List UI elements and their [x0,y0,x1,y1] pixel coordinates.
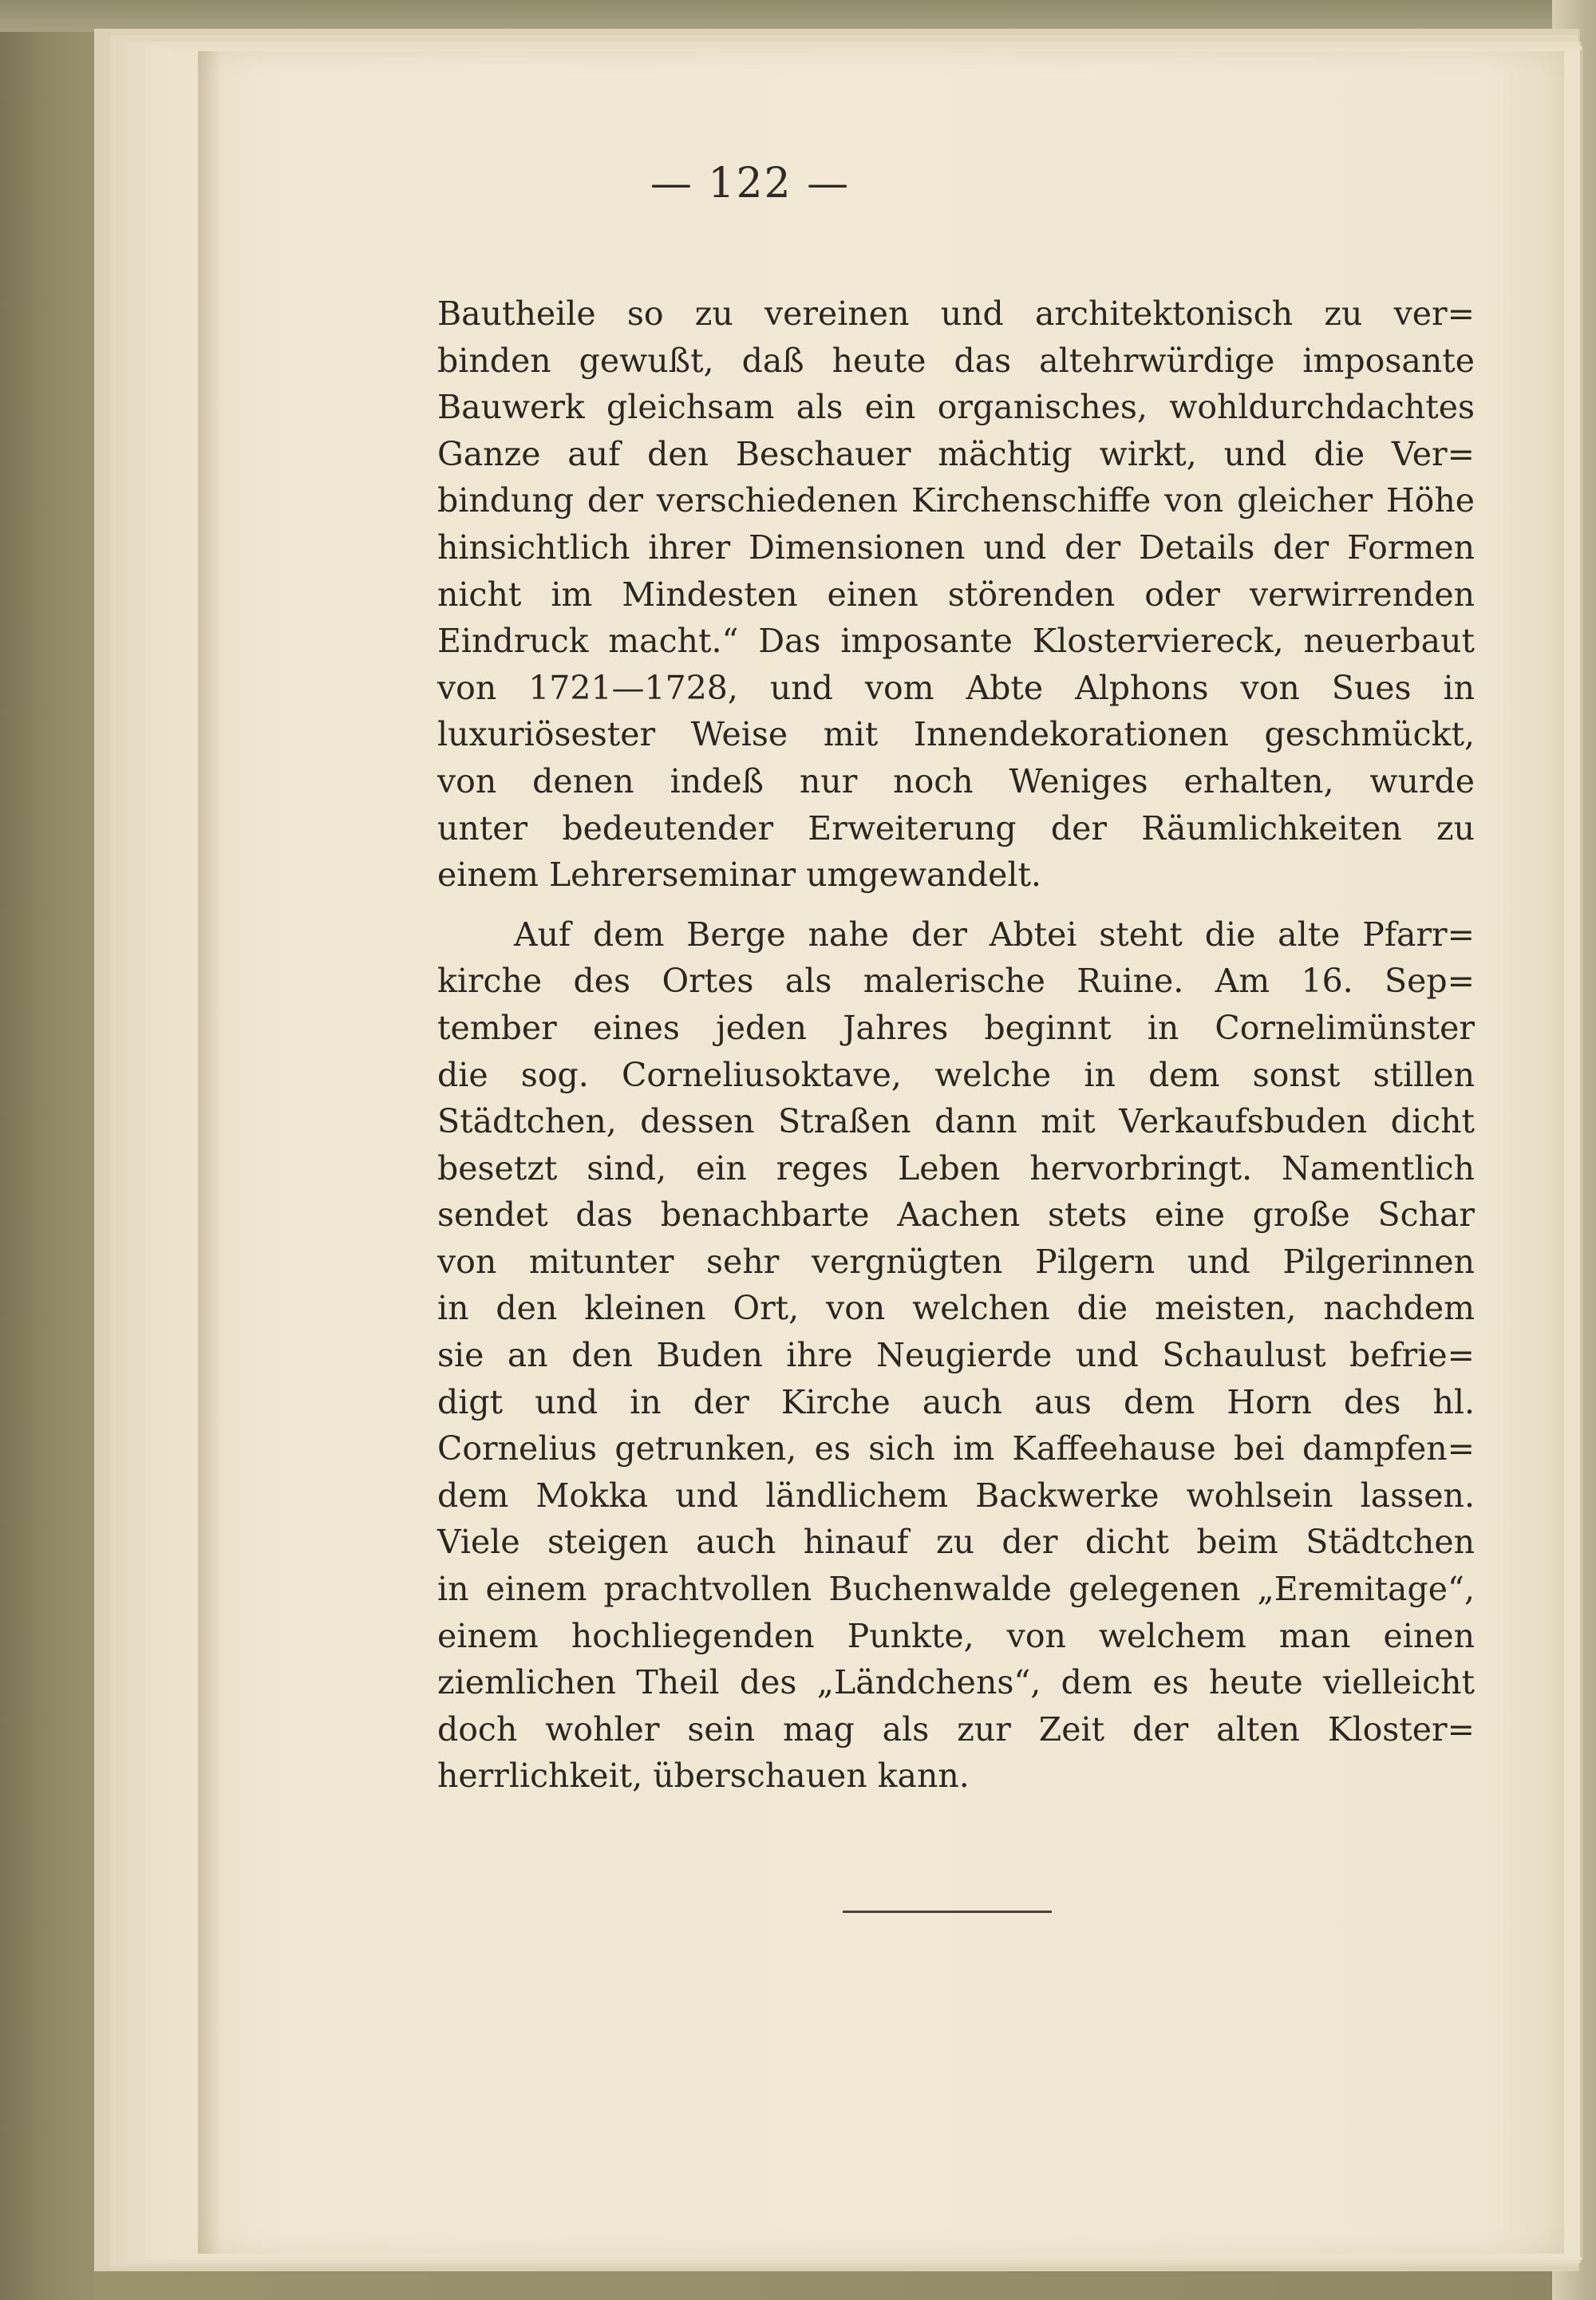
text-line: doch wohler sein mag als zur Zeit der alten Kloster= [437,1709,1475,1749]
spine-shadow [198,51,222,2254]
text-line: Cornelius getrunken, es sich im Kaffeehause bei dampfen= [437,1429,1475,1468]
text-line: in den kleinen Ort, von welchen die meisten, nachdem [437,1289,1475,1328]
paragraph-2 [437,911,1475,1800]
text-line: einem Lehrerseminar umgewandelt. [437,856,1041,895]
text-line: digt und in der Kirche auch aus dem Horn des hl. [437,1382,1475,1421]
text-line: bindung der verschiedenen Kirchenschiffe von gleicher Höhe [437,481,1475,520]
text-line: Städtchen, dessen Straßen dann mit Verkaufsbuden dicht [437,1102,1475,1141]
text-line: herrlichkeit, überschauen kann. [437,1757,970,1796]
text-line: kirche des Ortes als malerische Ruine. Am 16. Sep= [437,962,1475,1001]
body-text [437,290,1475,1800]
text-line: Auf dem Berge nahe der Abtei steht die alte Pfarr= [514,915,1475,954]
text-line: binden gewußt, daß heute das altehrwürdige imposante [437,341,1475,380]
text-line: unter bedeutender Erweiterung der Räumlichkeiten zu [437,808,1475,848]
text-line: nicht im Mindesten einen störenden oder verwirrenden [437,575,1475,614]
text-line: luxuriösester Weise mit Innendekorationen geschmückt, [437,715,1475,754]
text-line: von denen indeß nur noch Weniges erhalten, wurde [437,761,1475,800]
text-line: hinsichtlich ihrer Dimensionen und der Details der Formen [437,528,1475,567]
text-line: Bauwerk gleichsam als ein organisches, wohldurchdachtes [437,388,1475,427]
page-number: — 122 — [650,160,851,207]
text-line: tember eines jeden Jahres beginnt in Cornelimünster [437,1008,1475,1047]
end-rule [843,1911,1052,1913]
text-line: Bautheile so zu vereinen und architektonisch zu ver= [437,294,1475,333]
text-line: Viele steigen auch hinauf zu der dicht beim Städtchen [437,1523,1475,1562]
text-line: dem Mokka und ländlichem Backwerke wohlsein lassen. [437,1476,1475,1515]
text-line: ziemlichen Theil des „Ländchens“, dem es heute vielleicht [437,1663,1475,1702]
paragraph-1 [437,290,1475,899]
text-line: die sog. Corneliusoktave, welche in dem sonst stillen [437,1055,1475,1094]
text-line: sendet das benachbarte Aachen stets eine große Schar [437,1195,1475,1235]
text-line: Ganze auf den Beschauer mächtig wirkt, und die Ver= [437,434,1475,473]
text-line: von mitunter sehr vergnügten Pilgern und Pilgerinnen [437,1242,1475,1281]
text-line: besetzt sind, ein reges Leben hervorbringt. Namentlich [437,1148,1475,1188]
text-line: einem hochliegenden Punkte, von welchem man einen [437,1616,1475,1655]
text-line: in einem prachtvollen Buchenwalde gelegenen „Eremitage“, [437,1570,1475,1609]
text-line: sie an den Buden ihre Neugierde und Schaulust befrie= [437,1336,1475,1375]
book-cover-top-edge [0,0,1596,32]
text-line: von 1721—1728, und vom Abte Alphons von Sues in [437,668,1475,707]
text-line: Eindruck macht.“ Das imposante Klosterviereck, neuerbaut [437,622,1475,661]
